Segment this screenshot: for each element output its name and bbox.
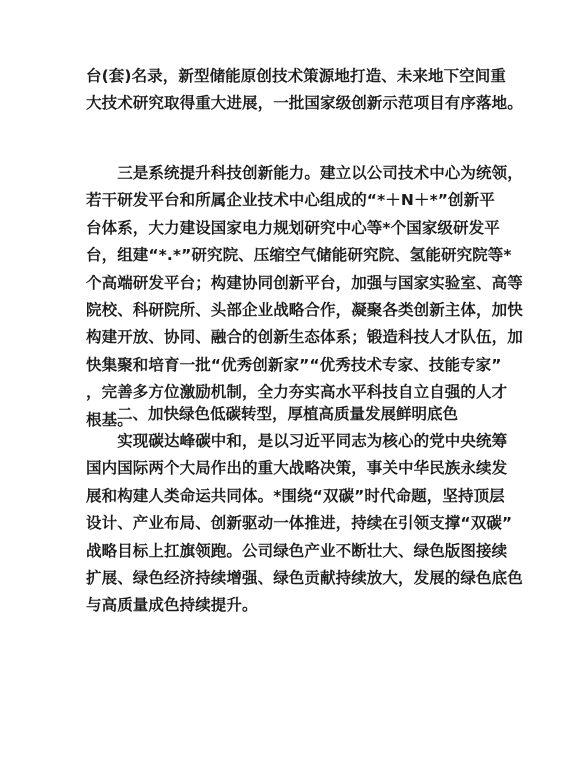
paragraph-2 [86,160,523,434]
text-line: 根基。 [86,410,133,429]
text-line: 个高端研发平台；构建协同创新平台，加强与国家实验室、高等 [86,273,523,292]
paragraph-1 [86,63,523,118]
text-line: 与高质量成色持续提升。 [86,596,258,615]
text-line: ，完善多方位激励机制，全力夯实高水平科技自立自强的人才 [86,383,508,402]
text-line: 实现碳达峰碳中和，是以习近平同志为核心的党中央统筹 [86,432,508,450]
text-line: 构建开放、协同、融合的创新生态体系；锻造科技人才队伍，加 [86,328,523,347]
paragraph-3 [86,428,523,620]
text-line: 国内国际两个大局作出的重大战略决策，事关中华民族永续发 [86,459,508,478]
section-heading: 二、加快绿色低碳转型，厚植高质量发展鲜明底色 [117,405,459,423]
text-line: 展和构建人类命运共同体。*围绕“双碳”时代命题，坚持顶层 [86,486,505,505]
text-line: 台体系，大力建设国家电力规划研究中心等*个国家级研发平 [86,218,500,237]
text-line: 大技术研究取得重大进展，一批国家级创新示范项目有序落地。 [86,94,523,113]
text-line: 快集聚和培育一批“优秀创新家”“优秀技术专家、技能专家” [86,355,502,374]
text-line: 台，组建“*.*”研究院、压缩空气储能研究院、氢能研究院等* [86,246,512,265]
text-line: 设计、产业布局、创新驱动一体推进，持续在引领支撑“双碳” [86,514,513,533]
text-line: 若干研发平台和所属企业技术中心组成的“*＋N＋*”创新平 [86,191,495,210]
text-line: 战略目标上扛旗领跑。公司绿色产业不断壮大、绿色版图接续 [86,541,508,560]
text-line: 院校、科研院所、头部企业战略合作，凝聚各类创新主体，加快 [86,301,523,320]
text-line: 三是系统提升科技创新能力。建立以公司技术中心为统领， [86,164,523,182]
text-line: 台(套)名录，新型储能原创技术策源地打造、未来地下空间重 [86,67,506,85]
text-line: 扩展、绿色经济持续增强、绿色贡献持续放大，发展的绿色底色 [86,569,523,588]
